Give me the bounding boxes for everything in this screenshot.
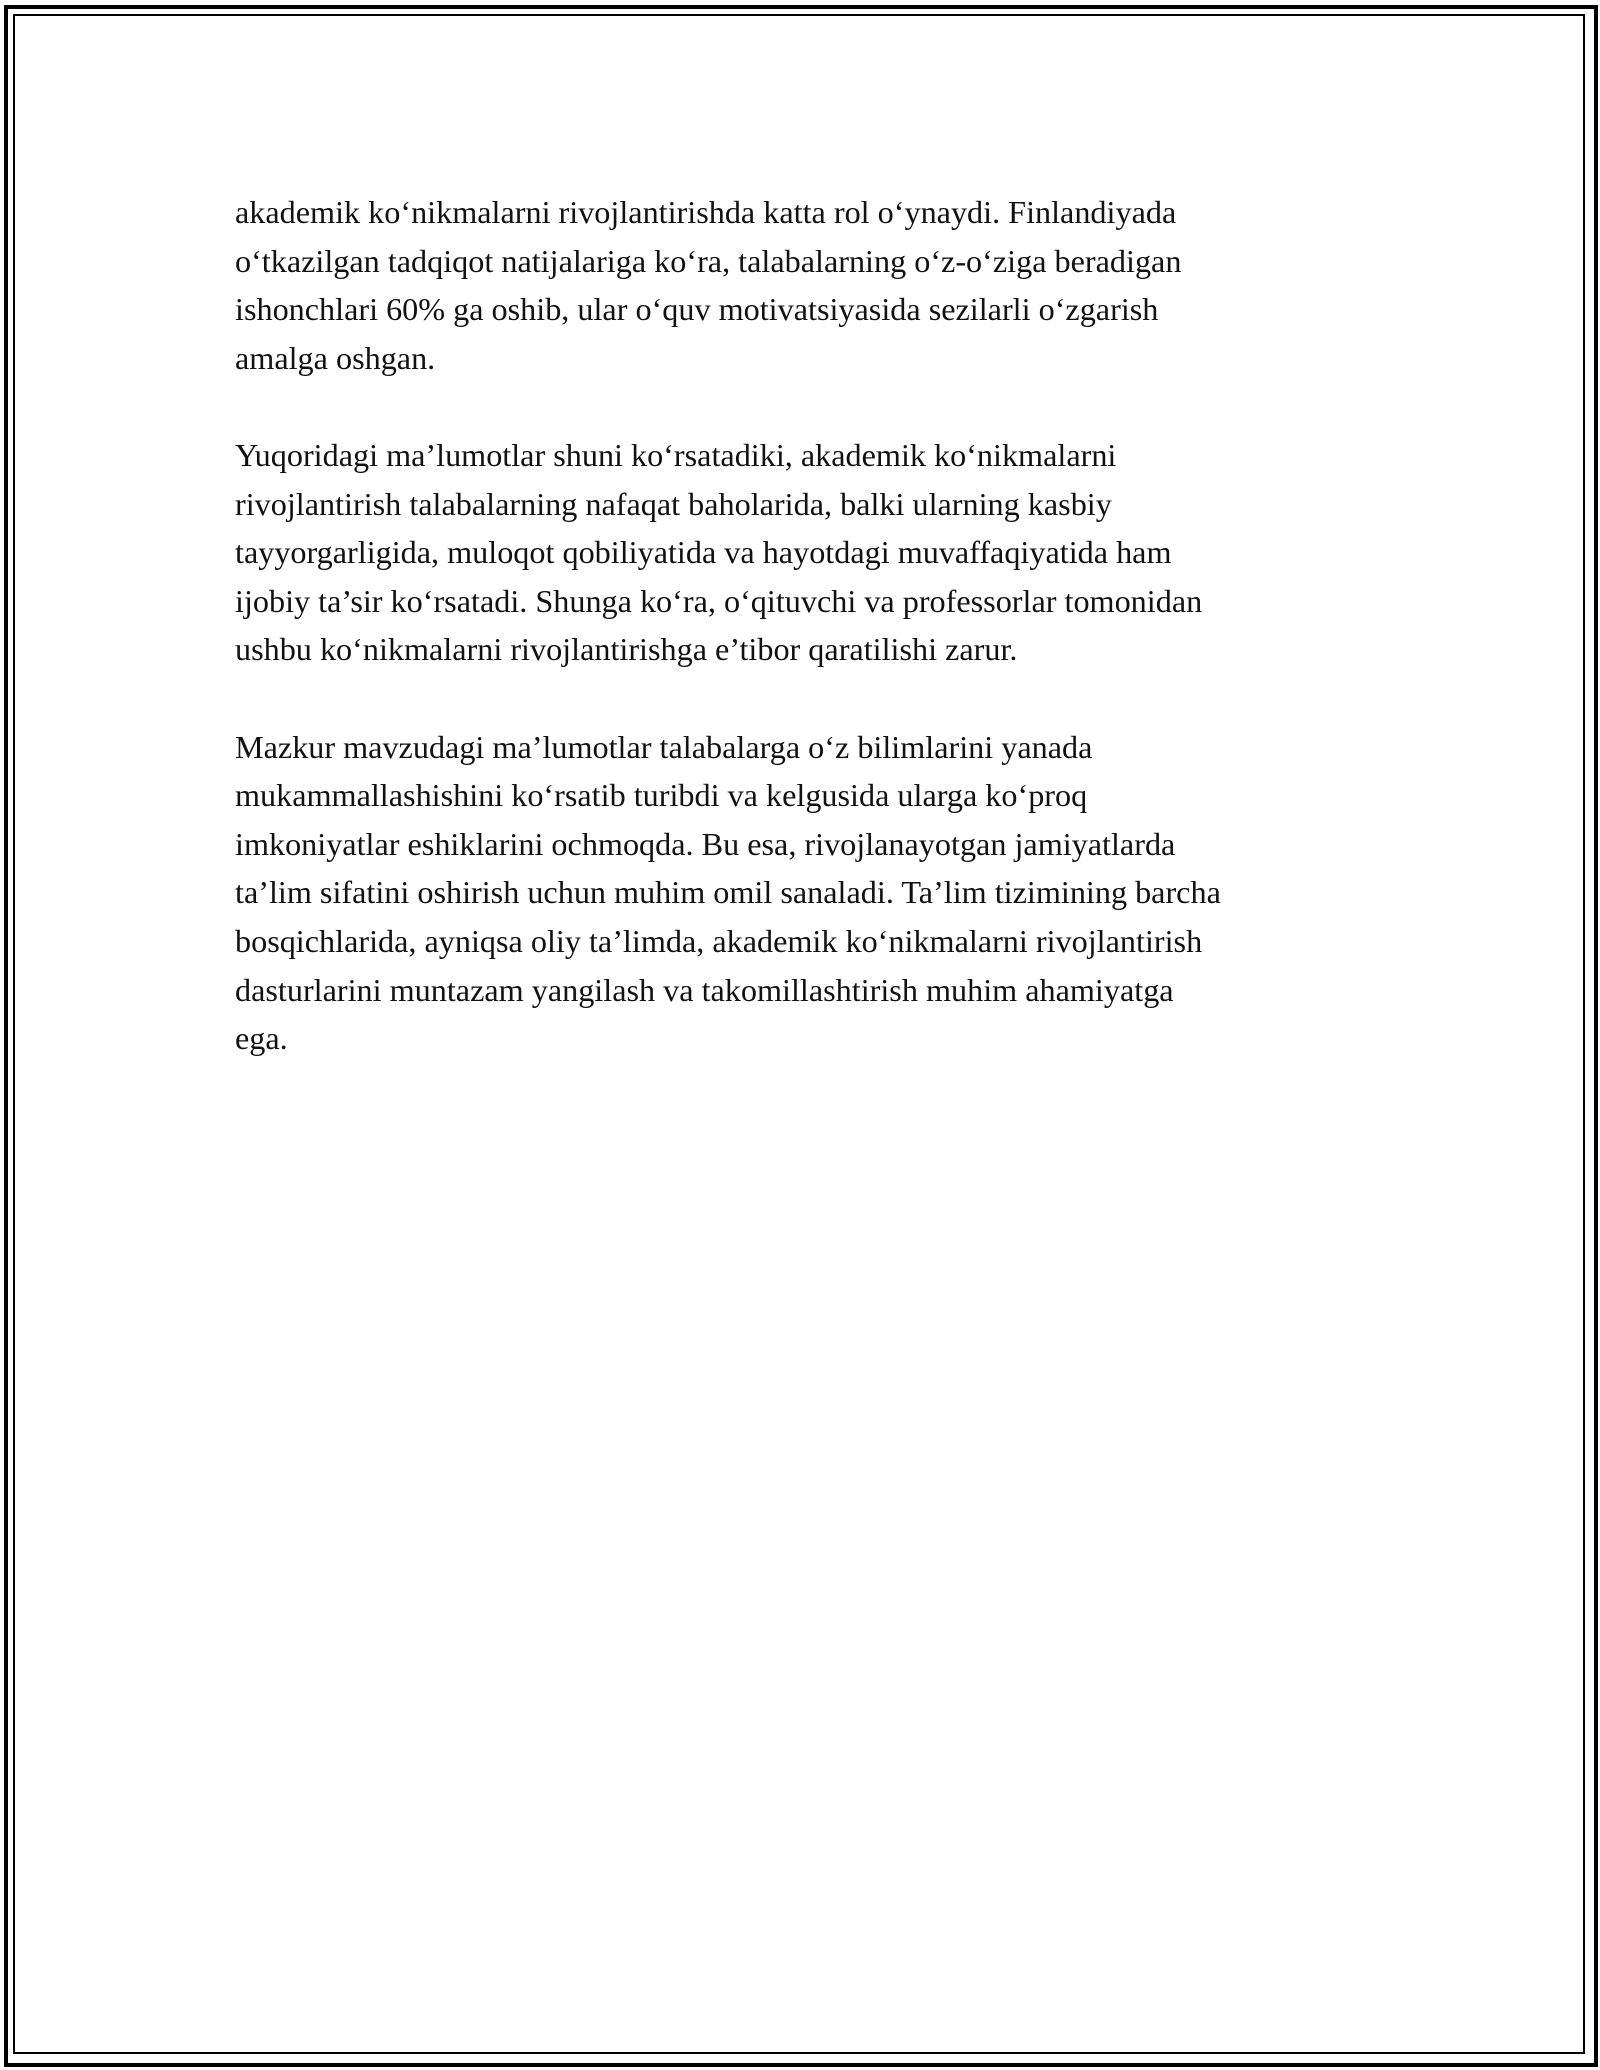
paragraph-line: ta’lim sifatini oshirish uchun muhim omil sanaladi. Ta’lim tizimining barcha bbox=[235, 874, 1221, 911]
paragraph-line: o‘tkazilgan tadqiqot natijalariga ko‘ra, talabalarning o‘z-o‘ziga beradigan bbox=[235, 242, 1182, 279]
document-body bbox=[235, 188, 1375, 1111]
paragraph-line: dasturlarini muntazam yangilash va takomillashtirish muhim ahamiyatga bbox=[235, 971, 1174, 1008]
paragraph-line: ushbu ko‘nikmalarni rivojlantirishga e’tibor qaratilishi zarur. bbox=[235, 631, 1018, 668]
paragraph-line: Mazkur mavzudagi ma’lumotlar talabalarga o‘z bilimlarini yanada bbox=[235, 728, 1093, 765]
paragraph-line: amalga oshgan. bbox=[235, 339, 436, 376]
paragraph-2 bbox=[235, 431, 1375, 674]
paragraph-line: akademik ko‘nikmalarni rivojlantirishda katta rol o‘ynaydi. Finlandiyada bbox=[235, 194, 1177, 230]
paragraph-1 bbox=[235, 188, 1375, 382]
paragraph-line: ijobiy ta’sir ko‘rsatadi. Shunga ko‘ra, o‘qituvchi va professorlar tomonidan bbox=[235, 582, 1203, 619]
paragraph-line: Yuqoridagi ma’lumotlar shuni ko‘rsatadiki, akademik ko‘nikmalarni bbox=[235, 436, 1117, 473]
paragraph-line: imkoniyatlar eshiklarini ochmoqda. Bu esa, rivojlanayotgan jamiyatlarda bbox=[235, 825, 1176, 862]
paragraph-line: bosqichlarida, ayniqsa oliy ta’limda, akademik ko‘nikmalarni rivojlantirish bbox=[235, 922, 1203, 959]
paragraph-line: ega. bbox=[235, 1020, 288, 1057]
paragraph-line: tayyorgarligida, muloqot qobiliyatida va hayotdagi muvaffaqiyatida ham bbox=[235, 534, 1172, 571]
paragraph-3 bbox=[235, 723, 1375, 1063]
paragraph-line: rivojlantirish talabalarning nafaqat baholarida, balki ularning kasbiy bbox=[235, 485, 1112, 522]
paragraph-line: ishonchlari 60% ga oshib, ular o‘quv motivatsiyasida sezilarli o‘zgarish bbox=[235, 291, 1159, 328]
paragraph-line: mukammallashishini ko‘rsatib turibdi va kelgusida ularga ko‘proq bbox=[235, 777, 1088, 814]
